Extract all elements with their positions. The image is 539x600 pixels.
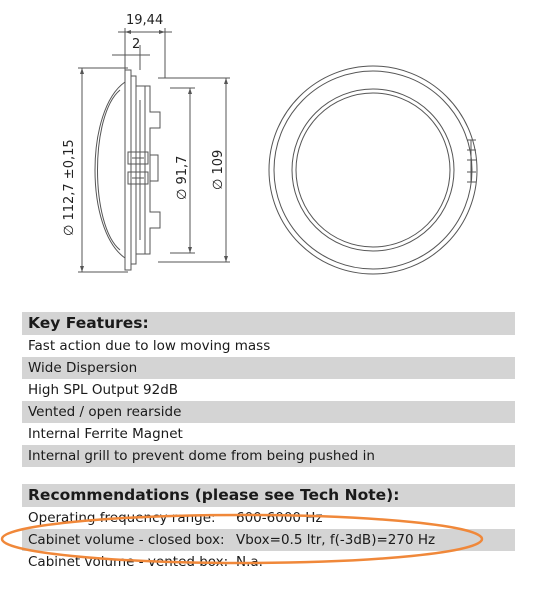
recommendation-value: Vbox=0.5 ltr, f(-3dB)=270 Hz — [236, 532, 436, 548]
key-features-table — [22, 312, 515, 467]
dim-inner-diameter: ∅ 91,7 — [175, 155, 190, 200]
dim-flange: 2 — [132, 37, 141, 52]
recommendation-label: Operating frequency range: — [28, 510, 216, 526]
recommendation-label: Cabinet volume - closed box: — [28, 532, 225, 548]
key-features-title: Key Features: — [22, 312, 515, 335]
recommendation-row — [22, 507, 515, 529]
recommendation-label: Cabinet volume - vented box: — [28, 554, 229, 570]
recommendation-value: 600-6000 Hz — [236, 510, 323, 526]
feature-item: Internal Ferrite Magnet — [22, 423, 515, 445]
recommendations-table — [22, 484, 515, 573]
recommendation-row — [22, 529, 515, 551]
feature-item: Vented / open rearside — [22, 401, 515, 423]
feature-item: Internal grill to prevent dome from being pushed in — [22, 445, 515, 467]
recommendation-value: N.a. — [236, 554, 263, 570]
dim-overall-depth: 19,44 — [126, 13, 164, 28]
dim-outer-diameter: ∅ 109 — [211, 149, 226, 190]
recommendation-row — [22, 551, 515, 573]
feature-item: High SPL Output 92dB — [22, 379, 515, 401]
dim-dome-diameter: ∅ 112,7 ±0,15 — [62, 139, 77, 236]
feature-item: Fast action due to low moving mass — [22, 335, 515, 357]
feature-item: Wide Dispersion — [22, 357, 515, 379]
recommendations-title: Recommendations (please see Tech Note): — [22, 484, 515, 507]
